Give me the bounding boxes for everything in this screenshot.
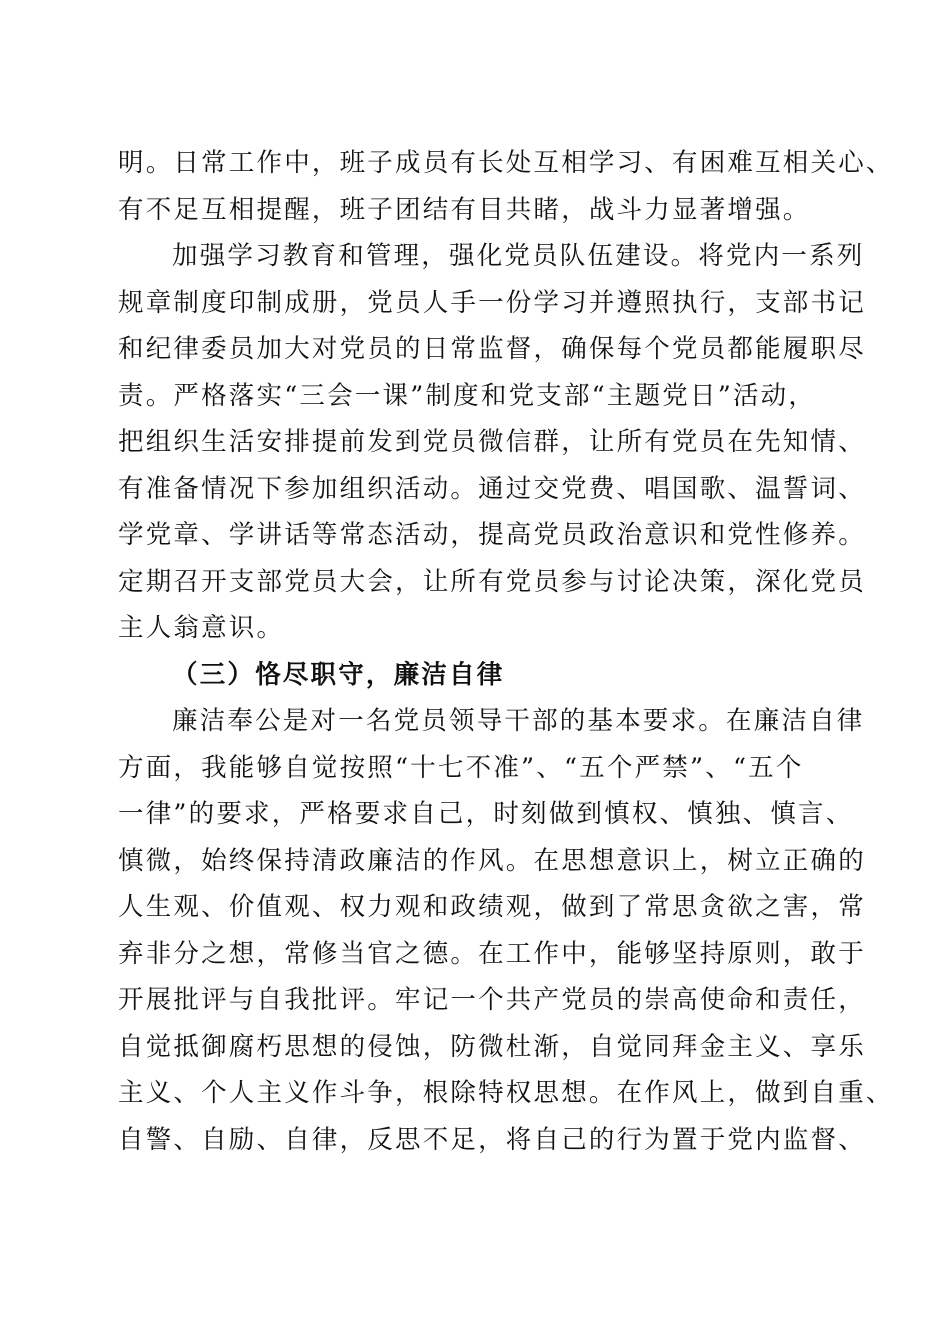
- text-line: 弃非分之想，常修当官之德。在工作中，能够坚持原则，敢于: [118, 938, 866, 969]
- text-line: 慎微，始终保持清政廉洁的作风。在思想意识上，树立正确的: [118, 845, 866, 876]
- paragraph-start-line: 廉洁奉公是对一名党员领导干部的基本要求。在廉洁自律: [172, 706, 865, 736]
- text-line: 规章制度印制成册，党员人手一份学习并遵照执行，支部书记: [118, 287, 866, 318]
- text-line: 自觉抵御腐朽思想的侵蚀，防微杜渐，自觉同拜金主义、享乐: [118, 1031, 866, 1062]
- text-line: 责。严格落实“三会一课”制度和党支部“主题党日”活动，: [118, 380, 817, 411]
- text-line: 和纪律委员加大对党员的日常监督，确保每个党员都能履职尽: [118, 334, 866, 364]
- section-heading: （三）恪尽职守，廉洁自律: [172, 659, 505, 690]
- text-line: 一律”的要求，严格要求自己，时刻做到慎权、慎独、慎言、: [118, 799, 854, 829]
- document-body: [118, 140, 894, 1163]
- text-line: 定期召开支部党员大会，让所有党员参与讨论决策，深化党员: [118, 566, 866, 597]
- text-line: 明。日常工作中，班子成员有长处互相学习、有困难互相关心、: [118, 148, 894, 178]
- paragraph-start-line: 加强学习教育和管理，强化党员队伍建设。将党内一系列: [172, 241, 865, 271]
- text-line: 学党章、学讲话等常态活动，提高党员政治意识和党性修养。: [118, 520, 866, 550]
- text-line: 有准备情况下参加组织活动。通过交党费、唱国歌、温誓词、: [118, 473, 866, 504]
- text-line: 主人翁意识。: [118, 613, 285, 643]
- text-line: 有不足互相提醒，班子团结有目共睹，战斗力显著增强。: [118, 194, 811, 225]
- text-line: 开展批评与自我批评。牢记一个共产党员的崇高使命和责任，: [118, 985, 866, 1015]
- text-line: 主义、个人主义作斗争，根除特权思想。在作风上，做到自重、: [118, 1078, 894, 1108]
- text-line: 把组织生活安排提前发到党员微信群，让所有党员在先知情、: [118, 427, 866, 457]
- text-line: 方面，我能够自觉按照“十七不准”、“五个严禁”、“五个: [118, 752, 804, 783]
- text-line: 人生观、价值观、权力观和政绩观，做到了常思贪欲之害，常: [118, 892, 866, 922]
- text-line: 自警、自励、自律，反思不足，将自己的行为置于党内监督、: [118, 1124, 866, 1155]
